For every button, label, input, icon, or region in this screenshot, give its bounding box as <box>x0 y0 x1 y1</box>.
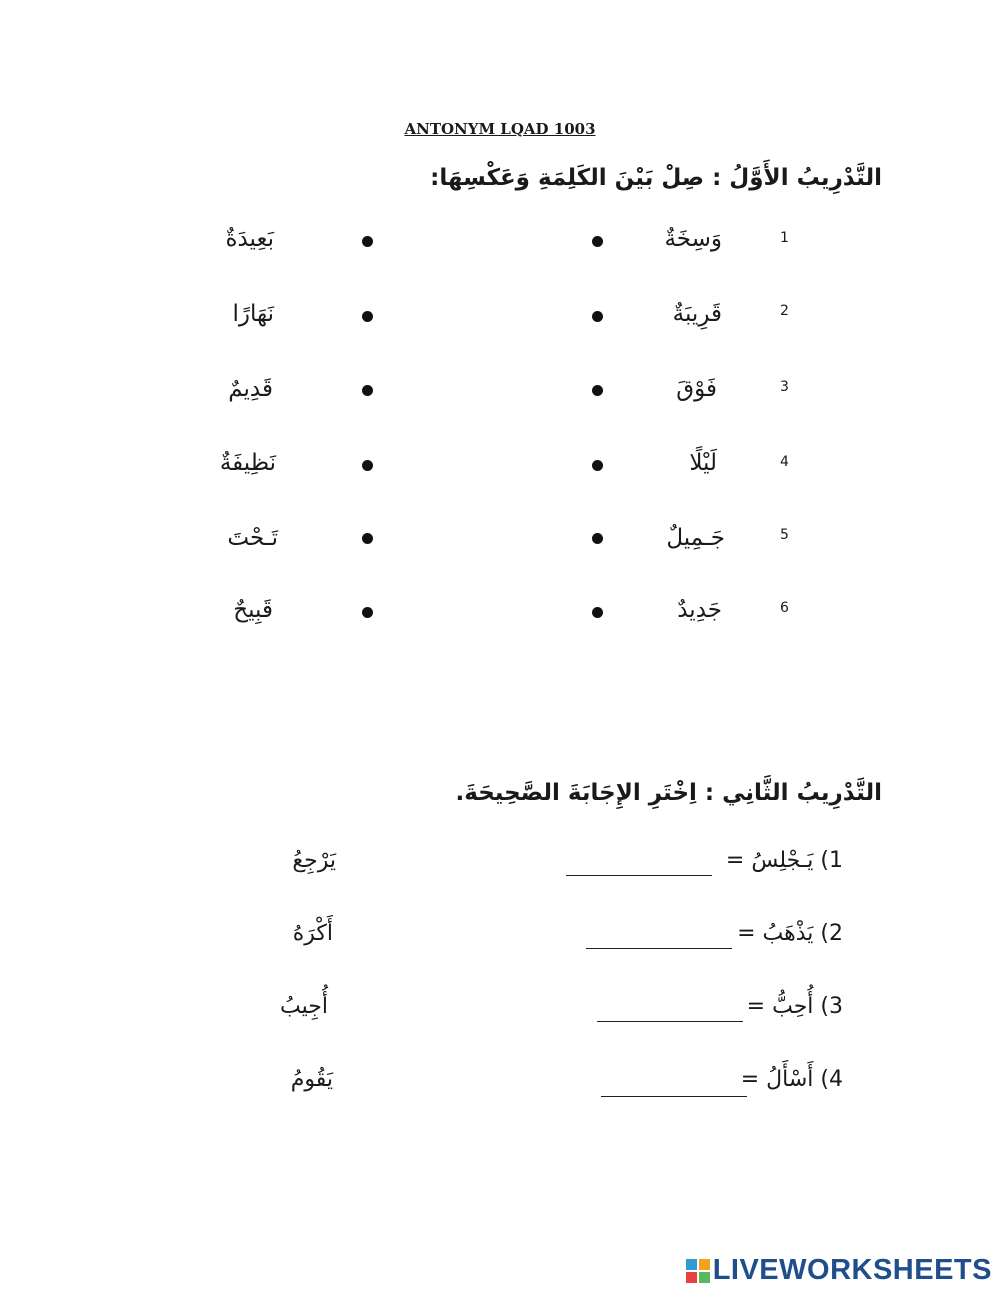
answer-blank[interactable] <box>601 1096 747 1097</box>
match-dot-left[interactable] <box>592 311 603 322</box>
antonym-word: قَدِيمٌ <box>228 376 273 402</box>
antonym-word: بَعِيدَةٌ <box>225 226 274 252</box>
answer-blank[interactable] <box>586 948 732 949</box>
source-word: وَسِخَةٌ <box>664 226 722 252</box>
answer-choice: أُجِيبُ <box>280 994 328 1019</box>
source-word: لَيْلًا <box>689 450 717 476</box>
answer-choice: يَقُومُ <box>290 1067 333 1092</box>
match-dot-right[interactable] <box>362 385 373 396</box>
source-word: جَـمِيلٌ <box>666 525 725 551</box>
row-number: 1 <box>780 230 789 246</box>
antonym-word: قَبِيحٌ <box>233 597 273 623</box>
liveworksheets-logo-icon <box>686 1259 710 1283</box>
question-text: 1) يَـجْلِسُ = <box>725 848 843 873</box>
antonym-word: نَهَارًا <box>232 301 274 327</box>
answer-choice: يَرْجِعُ <box>292 848 336 873</box>
antonym-word: تَـحْتَ <box>227 525 278 551</box>
match-dot-left[interactable] <box>592 607 603 618</box>
liveworksheets-logo[interactable] <box>686 1254 992 1287</box>
row-number: 4 <box>780 454 789 470</box>
match-dot-left[interactable] <box>592 385 603 396</box>
antonym-word: نَظِيفَةٌ <box>219 450 276 476</box>
answer-blank[interactable] <box>566 875 712 876</box>
match-dot-right[interactable] <box>362 236 373 247</box>
match-dot-right[interactable] <box>362 533 373 544</box>
match-dot-left[interactable] <box>592 533 603 544</box>
source-word: جَدِيدٌ <box>677 597 722 623</box>
row-number: 3 <box>780 379 789 395</box>
source-word: قَرِيبَةٌ <box>672 301 722 327</box>
answer-blank[interactable] <box>597 1021 743 1022</box>
question-text: 2) يَذْهَبُ = <box>737 921 843 946</box>
question-text: 4) أَسْأَلُ = <box>740 1067 843 1092</box>
worksheet-title: ANTONYM LQAD 1003 <box>404 120 596 138</box>
exercise2-heading: التَّدْرِيبُ الثَّانِي : اِخْتَرِ الإِجَابَةَ الصَّحِيحَةَ. <box>455 780 882 806</box>
row-number: 5 <box>780 527 789 543</box>
exercise1-heading: التَّدْرِيبُ الأَوَّلُ : صِلْ بَيْنَ الكَلِمَةِ وَعَكْسِهَا: <box>430 165 882 191</box>
match-dot-right[interactable] <box>362 607 373 618</box>
match-dot-left[interactable] <box>592 236 603 247</box>
match-dot-left[interactable] <box>592 460 603 471</box>
match-dot-right[interactable] <box>362 460 373 471</box>
source-word: فَوْقَ <box>676 376 717 402</box>
row-number: 6 <box>780 600 789 616</box>
match-dot-right[interactable] <box>362 311 373 322</box>
question-text: 3) أُحِبُّ = <box>746 994 843 1019</box>
logo-text: LIVEWORKSHEETS <box>712 1254 992 1286</box>
row-number: 2 <box>780 303 789 319</box>
answer-choice: أَكْرَهُ <box>292 921 333 946</box>
